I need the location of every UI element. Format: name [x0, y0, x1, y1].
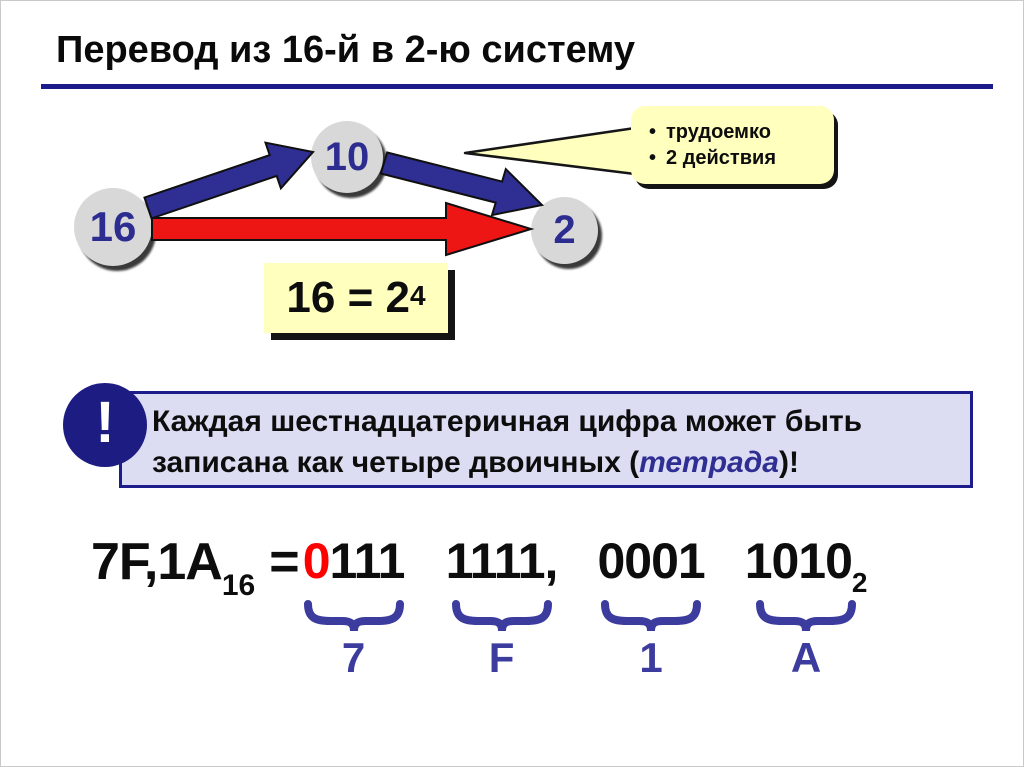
- bit-digits: 1111,: [445, 533, 558, 589]
- bit-digits: 0001: [597, 533, 705, 589]
- callout-item-label: 2 действия: [666, 147, 776, 169]
- conversion-formula: [91, 532, 868, 680]
- node-base2-circle: 2: [531, 197, 598, 264]
- red-arrow-16-to-2-icon: [152, 203, 531, 255]
- callout-box: [631, 106, 834, 184]
- exclamation-mark: !: [95, 390, 115, 455]
- callout-tail-icon: [461, 125, 639, 179]
- callout-item: [649, 119, 834, 145]
- node-base16-circle: 16: [74, 188, 152, 266]
- note-line-1: Каждая шестнадцатеричная цифра может быть: [152, 405, 863, 438]
- title-underline: [41, 84, 993, 89]
- bit-digits: 1010: [744, 533, 852, 589]
- hex-number: 7F,1A: [91, 533, 222, 591]
- page-title: Перевод из 16-й в 2-ю систему: [56, 29, 636, 71]
- underbrace-icon: [754, 600, 858, 636]
- bullet-icon: •: [649, 121, 657, 143]
- bit-digits: 111: [329, 533, 405, 589]
- exclamation-icon: [63, 383, 147, 467]
- bin-base-subscript: 2: [851, 567, 868, 598]
- equation-text: 16 = 2: [286, 273, 410, 322]
- underbrace-icon: [302, 600, 406, 636]
- bit-group: [446, 532, 558, 680]
- hex-digit-label: F: [488, 634, 515, 681]
- bit-group: [597, 532, 704, 680]
- bullet-icon: •: [649, 147, 657, 169]
- equation-box: [264, 263, 448, 333]
- note-term: тетрада: [639, 446, 779, 479]
- red-digit: 0: [302, 533, 330, 589]
- hex-base-subscript: 16: [221, 569, 256, 602]
- hex-digit-label: 1: [639, 634, 663, 681]
- equation-exponent: 4: [409, 280, 426, 311]
- underbrace-icon: [599, 600, 703, 636]
- hex-digit-label: 7: [341, 634, 366, 681]
- callout-item-label: трудоемко: [666, 121, 771, 143]
- underbrace-icon: [450, 600, 554, 636]
- blue-arrow-16-to-10-icon: [145, 143, 314, 219]
- note-line-2-suffix: )!: [778, 446, 799, 479]
- note-box: [119, 391, 973, 488]
- callout-item: [649, 145, 834, 171]
- node-base10-circle: 10: [311, 121, 383, 193]
- bit-group: [745, 532, 868, 680]
- bit-group: [302, 532, 406, 680]
- note-line-2: [152, 442, 970, 483]
- equals-sign: =: [269, 533, 299, 591]
- note-line-2-text: записана как четыре двоичных (: [152, 446, 640, 479]
- hex-digit-label: A: [790, 634, 822, 681]
